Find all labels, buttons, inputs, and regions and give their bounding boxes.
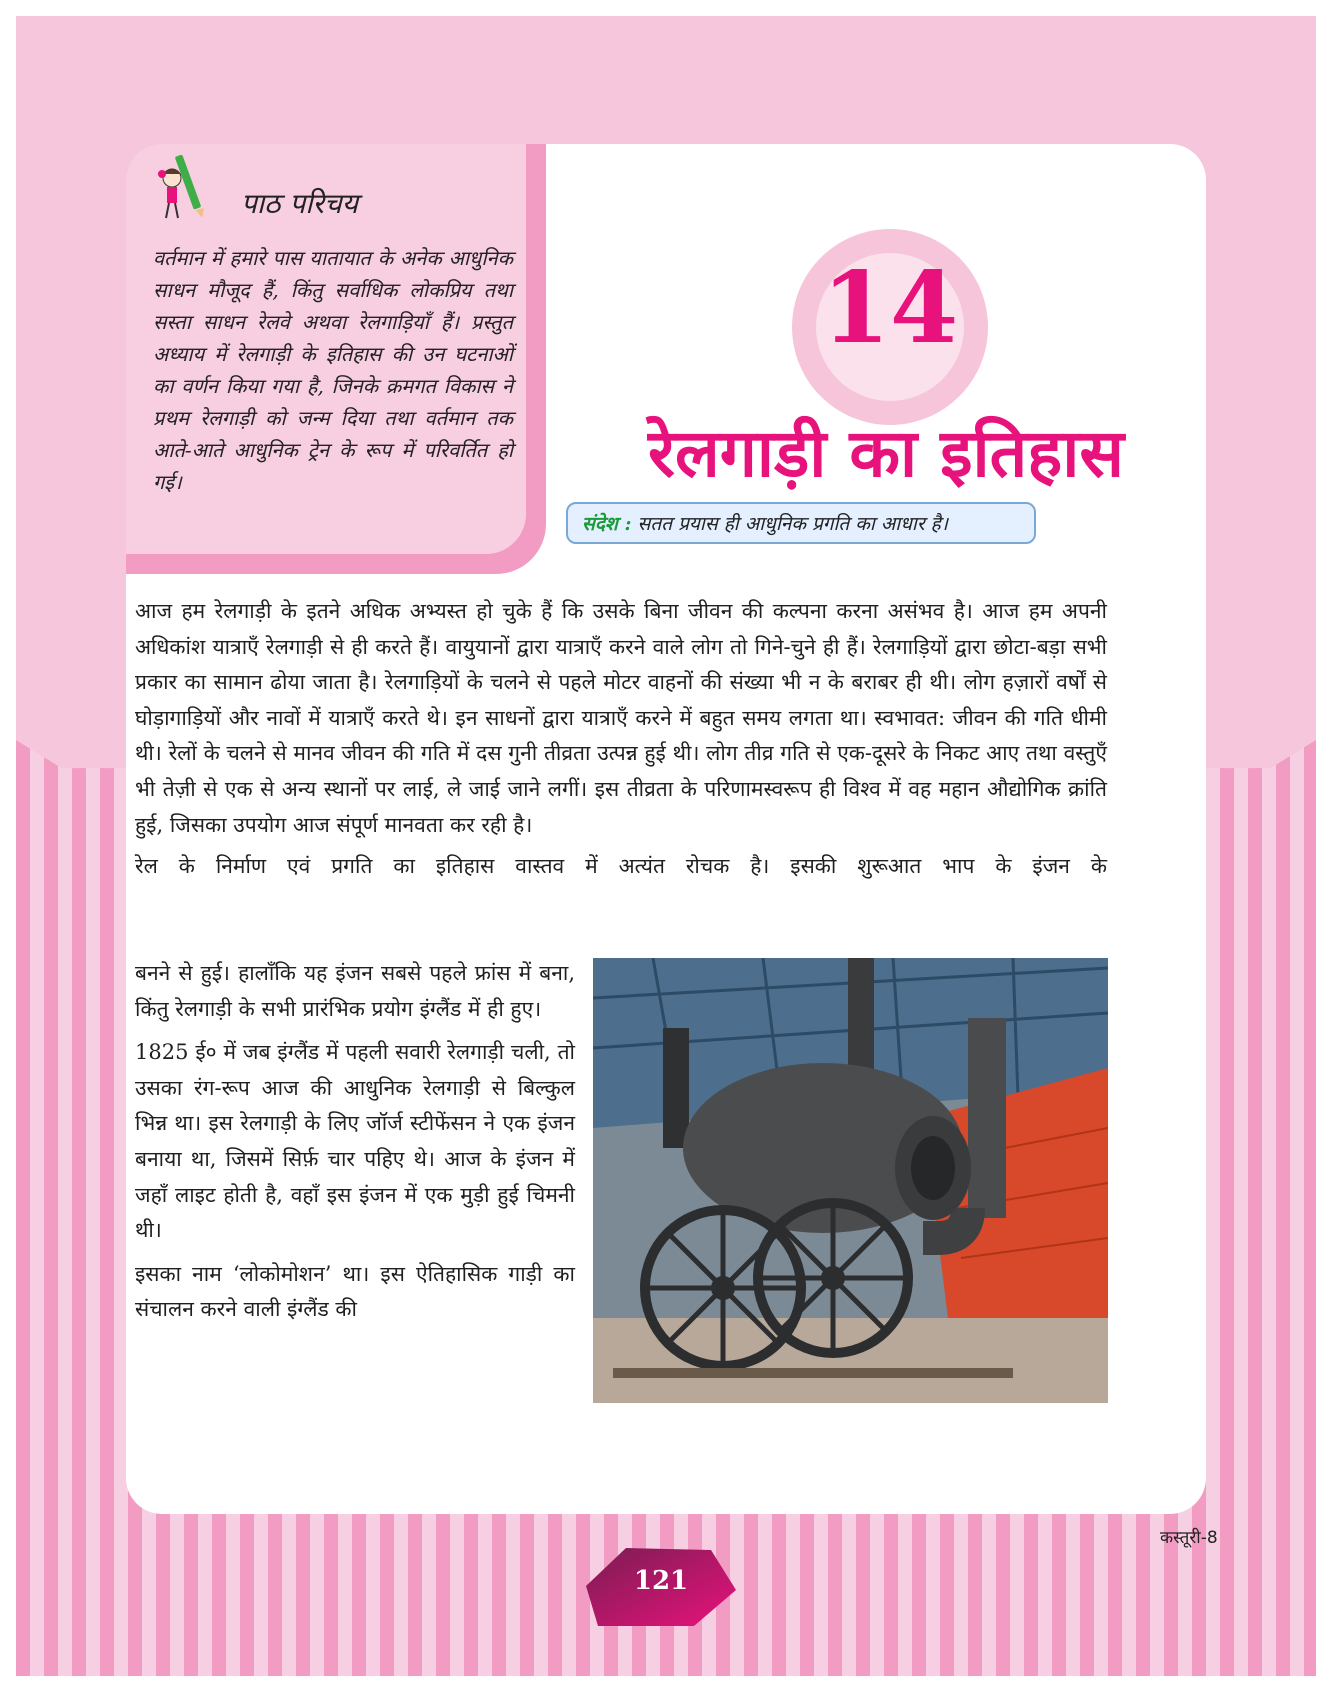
locomotion-photo <box>593 958 1108 1403</box>
steam-engine-image <box>593 958 1108 1403</box>
content-card <box>126 144 1206 1514</box>
body-text <box>135 594 1107 885</box>
body-paragraph-2-line1: रेल के निर्माण एवं प्रगति का इतिहास वास्तव में अत्यंत रोचक है। इसकी शुरूआत भाप के इंजन के <box>135 854 1107 879</box>
body-paragraph-1: आज हम रेलगाड़ी के इतने अधिक अभ्यस्त हो चुके हैं कि उसके बिना जीवन की कल्पना करना असंभव है। आज हम अपनी अधिकांश यात्राएँ रेलगाड़ी से ही करते हैं। वायुयानों द्वारा यात्राएँ करने वाले लोग तो गिने-चुने ही हैं। रेलगाड़ियों द्वारा छोटा-बड़ा सभी प्रकार का सामान ढोया जाता है। रेलगाड़ियों के चलने से पहले मोटर वाहनों की संख्या भी न के बराबर ही थी। लोग हज़ारों वर्षों से घोड़ागाड़ियों और नावों में यात्राएँ करते थे। इन साधनों द्वारा यात्राएँ करने में बहुत समय लगता था। स्वभावत: जीवन की गति धीमी थी। रेलों के चलने से मानव जीवन की गति में दस गुनी तीव्रता उत्पन्न हुई थी। लोग तीव्र गति से एक-दूसरे के निकट आए तथा वस्तुएँ भी तेज़ी से एक से अन्य स्थानों पर लाई, ले जाई जाने लगीं। इस तीव्रता के परिणामस्वरूप ही विश्व में वह महान औद्योगिक क्रांति हुई, जिसका उपयोग आज संपूर्ण मानवता कर रही है। <box>135 599 1107 837</box>
book-label: कस्तूरी-8 <box>1160 1528 1218 1548</box>
intro-text: वर्तमान में हमारे पास यातायात के अनेक आधुनिक साधन मौजूद हैं, किंतु सर्वाधिक लोकप्रिय तथा सस्ता साधन रेलवे अथवा रेलगाड़ियाँ हैं। प्रस्तुत अध्याय में रेलगाड़ी के इतिहास की उन घटनाओं का वर्णन किया गया है, जिनके क्रमगत विकास ने प्रथम रेलगाड़ी को जन्म दिया तथा वर्तमान तक आते-आते आधुनिक ट्रेन के रूप में परिवर्तित हो गई। <box>153 246 513 494</box>
message-label: संदेश : <box>582 513 632 535</box>
column-text <box>135 956 575 1336</box>
message-text: सतत प्रयास ही आधुनिक प्रगति का आधार है। <box>637 513 948 535</box>
chapter-title: रेलगाड़ी का इतिहास <box>647 415 1124 492</box>
intro-box-border <box>126 144 546 574</box>
chapter-number-circle <box>792 229 988 425</box>
body-paragraph-3: 1825 ई० में जब इंग्लैंड में पहली सवारी रेलगाड़ी चली, तो उसका रंग-रूप आज की आधुनिक रेलगाड़ी से बिल्कुल भिन्न था। इस रेलगाड़ी के लिए जॉर्ज स्टीफेंसन ने एक इंजन बनाया था, जिसमें सिर्फ़ चार पहिए थे। आज के इंजन में जहाँ लाइट होती है, वहाँ इस इंजन में एक मुड़ी हुई चिमनी थी। <box>135 1040 575 1243</box>
message-box <box>566 502 1036 544</box>
pencil-girl-icon <box>156 152 216 224</box>
body-paragraph-2-rest: बनने से हुई। हालाँकि यह इंजन सबसे पहले फ्रांस में बना, किंतु रेलगाड़ी के सभी प्रारंभिक प्रयोग इंग्लैंड में ही हुए। <box>135 961 575 1021</box>
intro-box <box>126 144 526 554</box>
body-paragraph-4: इसका नाम ‘लोकोमोशन’ था। इस ऐतिहासिक गाड़ी का संचालन करने वाली इंग्लैंड की <box>135 1261 575 1322</box>
intro-title: पाठ परिचय <box>241 187 358 220</box>
page-number: 121 <box>633 1566 689 1596</box>
chapter-number: 14 <box>821 251 959 366</box>
